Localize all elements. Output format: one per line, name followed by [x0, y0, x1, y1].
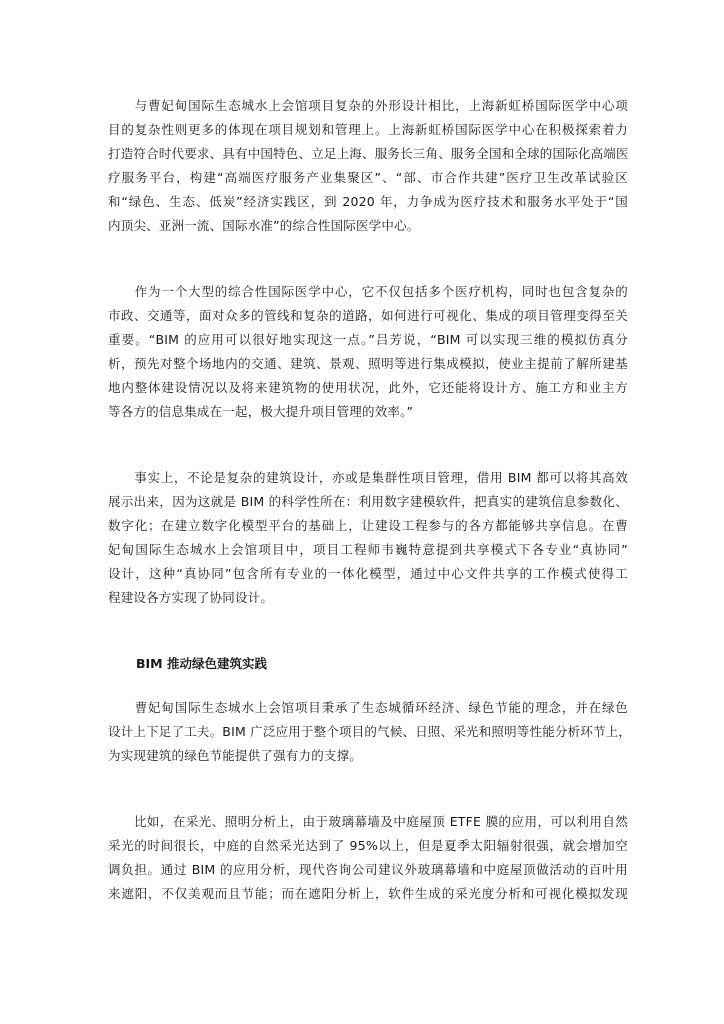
text-line: 疗服务平台，构建“高端医疗服务产业集聚区”、“部、市合作共建”医疗卫生改革试验区 [108, 170, 628, 185]
text-line: 采光的时间很长，中庭的自然采光达到了 95%以上，但是夏季太阳辐射很强，就会增加空 [108, 838, 628, 853]
text-line: 目的复杂性则更多的体现在项目规划和管理上。上海新虹桥国际医学中心在积极探索着力 [108, 122, 628, 137]
text-line: 与曹妃甸国际生态城水上会馆项目复杂的外形设计相比，上海新虹桥国际医学中心项 [108, 98, 628, 113]
text-line: 数字化；在建立数字化模型平台的基础上，让建设工程参与的各方都能够共享信息。在曹 [108, 518, 628, 533]
text-line: 析，预先对整个场地内的交通、建筑、景观、照明等进行集成模拟，使业主提前了解所建基 [108, 356, 628, 371]
text-line: 展示出来，因为这就是 BIM 的科学性所在：利用数字建模软件，把真实的建筑信息参数化、 [108, 494, 628, 509]
text-line: 作为一个大型的综合性国际医学中心，它不仅包括多个医疗机构，同时也包含复杂的 [108, 284, 628, 299]
text-line: 和“绿色、生态、低炭”经济实践区，到 2020 年，力争成为医疗技术和服务水平处于“国 [108, 194, 628, 209]
text-line: 来遮阳，不仅美观而且节能；而在遮阳分析上，软件生成的采光度分析和可视化模拟发现 [108, 886, 628, 901]
paragraph-shanghai-hongqiao [108, 94, 628, 238]
text-line: 重要。“BIM 的应用可以很好地实现这一点。”吕芳说，“BIM 可以实现三维的模拟仿真分 [108, 332, 628, 347]
text-line: 为实现建筑的绿色节能提供了强有力的支撑。 [108, 748, 363, 763]
text-line: 内顶尖、亚洲一流、国际水准”的综合性国际医学中心。 [108, 218, 420, 233]
text-line: 妃甸国际生态城水上会馆项目中，项目工程师韦巍特意提到共享模式下各专业“真协同” [108, 542, 628, 557]
text-line: 事实上，不论是复杂的建筑设计，亦或是集群性项目管理，借用 BIM 都可以将其高效 [108, 470, 628, 485]
section-heading: BIM 推动绿色建筑实践 [136, 656, 267, 671]
text-line: 打造符合时代要求、具有中国特色、立足上海、服务长三角、服务全国和全球的国际化高端医 [108, 146, 629, 161]
paragraph-green-building [108, 696, 632, 768]
paragraph-lighting-analysis [108, 810, 628, 906]
text-line: 程建设各方实现了协同设计。 [108, 590, 274, 605]
text-line: 设计，这种“真协同”包含所有专业的一体化模型，通过中心文件共享的工作模式使得工 [108, 566, 628, 581]
text-line: 比如，在采光、照明分析上，由于玻璃幕墙及中庭屋顶 ETFE 膜的应用，可以利用自然 [108, 814, 628, 829]
paragraph-bim-project-management [108, 280, 628, 424]
text-line: 地内整体建设情况以及将来建筑物的使用状况，此外，它还能将设计方、施工方和业主方 [108, 380, 628, 395]
text-line: 等各方的信息集成在一起，极大提升项目管理的效率。” [108, 404, 414, 419]
text-line: 设计上下足了工夫。BIM 广泛应用于整个项目的气候、日照、采光和照明等性能分析环节上， [108, 724, 632, 739]
paragraph-bim-collaboration [108, 466, 628, 610]
text-line: 调负担。通过 BIM 的应用分析，现代咨询公司建议外玻璃幕墙和中庭屋顶做活动的百叶用 [108, 862, 628, 877]
text-line: 市政、交通等，面对众多的管线和复杂的道路，如何进行可视化、集成的项目管理变得至关 [108, 308, 628, 323]
text-line: 曹妃甸国际生态城水上会馆项目秉承了生态城循环经济、绿色节能的理念，并在绿色 [108, 700, 628, 715]
